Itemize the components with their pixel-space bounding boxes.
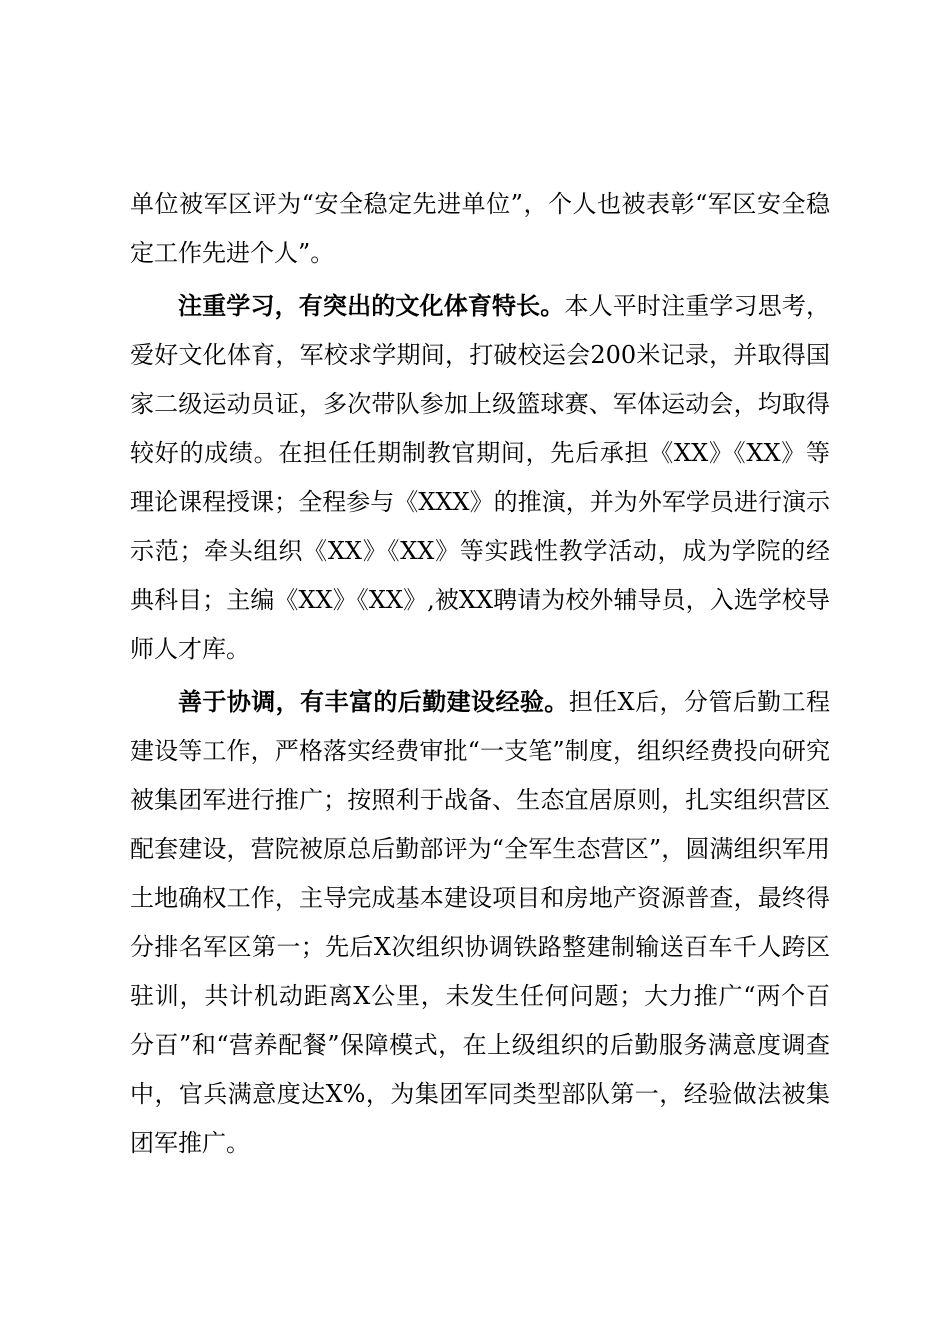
paragraph-text: 单位被军区评为“安全稳定先进单位”，个人也被表彰“军区安全稳定工作先进个人”。 (130, 190, 830, 267)
document-body (130, 180, 830, 1172)
paragraph-heading: 注重学习，有突出的文化体育特长。 (178, 292, 565, 320)
paragraph-text: 本人平时注重学习思考，爱好文化体育，军校求学期间，打破校运会200米记录，并取得国家二级运动员证，多次带队参加上级篮球赛、军体运动会，均取得较好的成绩。在担任任期制教官期间，先后承担《XX》《XX》等理论课程授课；全程参与《XXX》的推演，并为外军学员进行演示示范；牵头组织《XX》《XX》等实践性教学活动，成为学院的经典科目；主编《XX》《XX》,被XX聘请为校外辅导员，入选学校导师人才库。 (130, 292, 831, 663)
paragraph-culture-sports (130, 282, 830, 674)
paragraph-logistics (130, 678, 830, 1168)
paragraph-heading: 善于协调，有丰富的后勤建设经验。 (178, 688, 569, 716)
paragraph-text: 担任X后，分管后勤工程建设等工作，严格落实经费审批“一支笔”制度，组织经费投向研究被集团军进行推广；按照利于战备、生态宜居原则，扎实组织营区配套建设，营院被原总后勤部评为“全军生态营区”，圆满组织军用土地确权工作，主导完成基本建设项目和房地产资源普查，最终得分排名军区第一；先后X次组织协调铁路整建制输送百车千人跨区驻训，共计机动距离X公里，未发生任何问题；大力推广“两个百分百”和“营养配餐”保障模式，在上级组织的后勤服务满意度调查中，官兵满意度达X%，为集团军同类型部队第一，经验做法被集团军推广。 (130, 688, 830, 1157)
paragraph-continuation (130, 180, 830, 278)
